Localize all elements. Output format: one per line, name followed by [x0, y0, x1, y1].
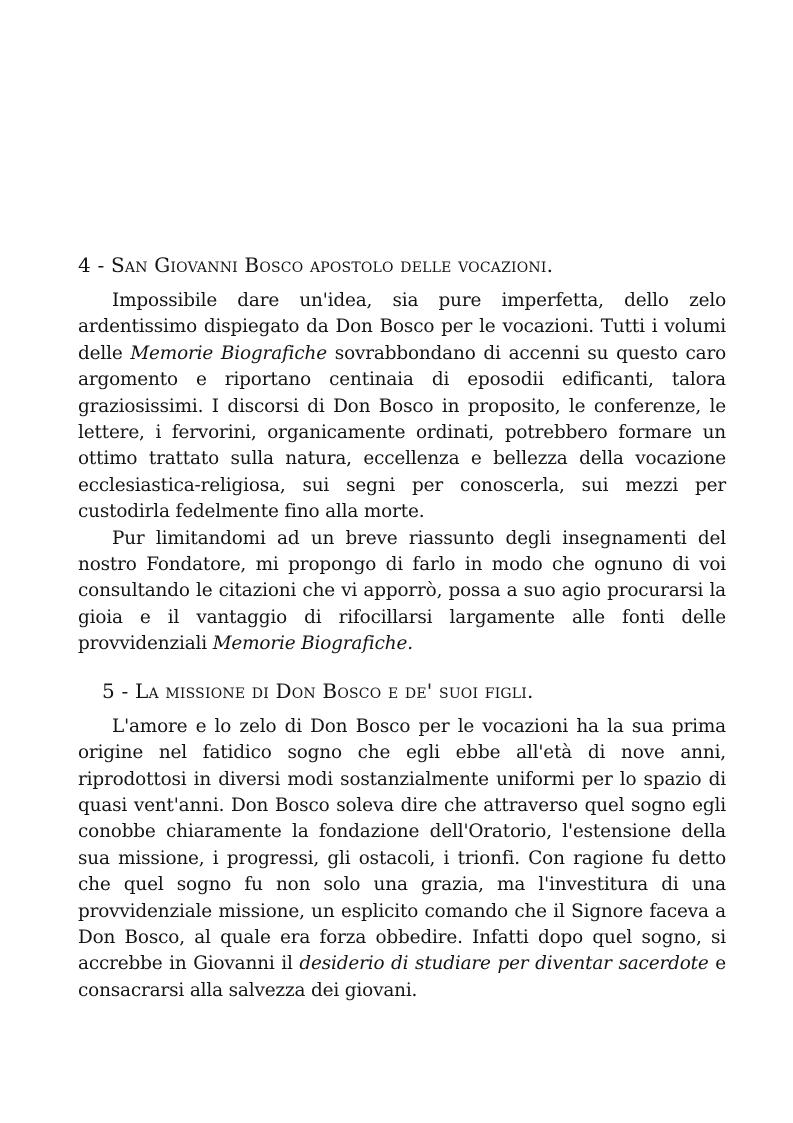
paragraph — [78, 288, 726, 526]
section-5 — [78, 676, 726, 1004]
section-number: 4 - — [78, 253, 105, 277]
section-4 — [78, 250, 726, 658]
section-title: La missione di Don Bosco e de' suoi figli. — [135, 678, 534, 703]
paragraph — [78, 714, 726, 1004]
section-heading — [78, 250, 726, 280]
italic-run: desiderio di studiare per diventar sacerdote — [299, 953, 709, 975]
italic-run: Memorie Biografiche. — [212, 633, 413, 655]
section-title: San Giovanni Bosco apostolo delle vocazioni. — [111, 253, 554, 277]
section-heading — [78, 676, 726, 706]
text-run: Impossibile dare un'idea, sia pure imperfetta, dello zelo ardentissimo dispiegato da Don Bosco per le vocazioni. Tutti i volumi delle — [78, 290, 726, 364]
text-run: e consacrarsi alla salvezza dei giovani. — [78, 953, 726, 1001]
section-number: 5 - — [102, 678, 129, 703]
text-run: Pur limitandomi ad un breve riassunto degli insegnamenti del nostro Fondatore, mi propongo di farlo in modo che ognuno di voi consultando le citazioni che vi apporrò, possa a suo agio procurarsi la gioia e il vantaggio di rifocillarsi largamente alle fonti delle provvidenziali — [78, 527, 726, 655]
document-page — [78, 250, 726, 1022]
paragraph — [78, 526, 726, 658]
italic-run: Memorie Biografiche — [130, 342, 327, 364]
text-run: sovrabbondano di accenni su questo caro argomento e riportano centinaia di eposodii edificanti, talora graziosissimi. I discorsi di Don Bosco in proposito, le conferenze, le lettere, i fervorini, organicamente ordinati, potrebbero formare un ottimo trattato sulla natura, eccellenza e bellezza della vocazione ecclesiastica-religiosa, sui segni per conoscerla, sui mezzi per custodirla fedelmente fino alla morte. — [78, 342, 727, 523]
text-run: L'amore e lo zelo di Don Bosco per le vocazioni ha la sua prima origine nel fatidico sogno che egli ebbe all'età di nove anni, riprodottosi in diversi modi sostanzialmente uniformi per lo spazio di quasi vent'anni. Don Bosco soleva dire che attraverso quel sogno egli conobbe chiaramente la fondazione dell'Oratorio, l'estensione della sua missione, i progressi, gli ostacoli, i trionfi. Con ragione fu detto che quel sogno fu non solo una grazia, ma l'investitura di una provvidenziale missione, un esplicito comando che il Signore faceva a Don Bosco, al quale era forza obbedire. Infatti dopo quel sogno, si accrebbe in Giovanni il — [78, 715, 726, 975]
